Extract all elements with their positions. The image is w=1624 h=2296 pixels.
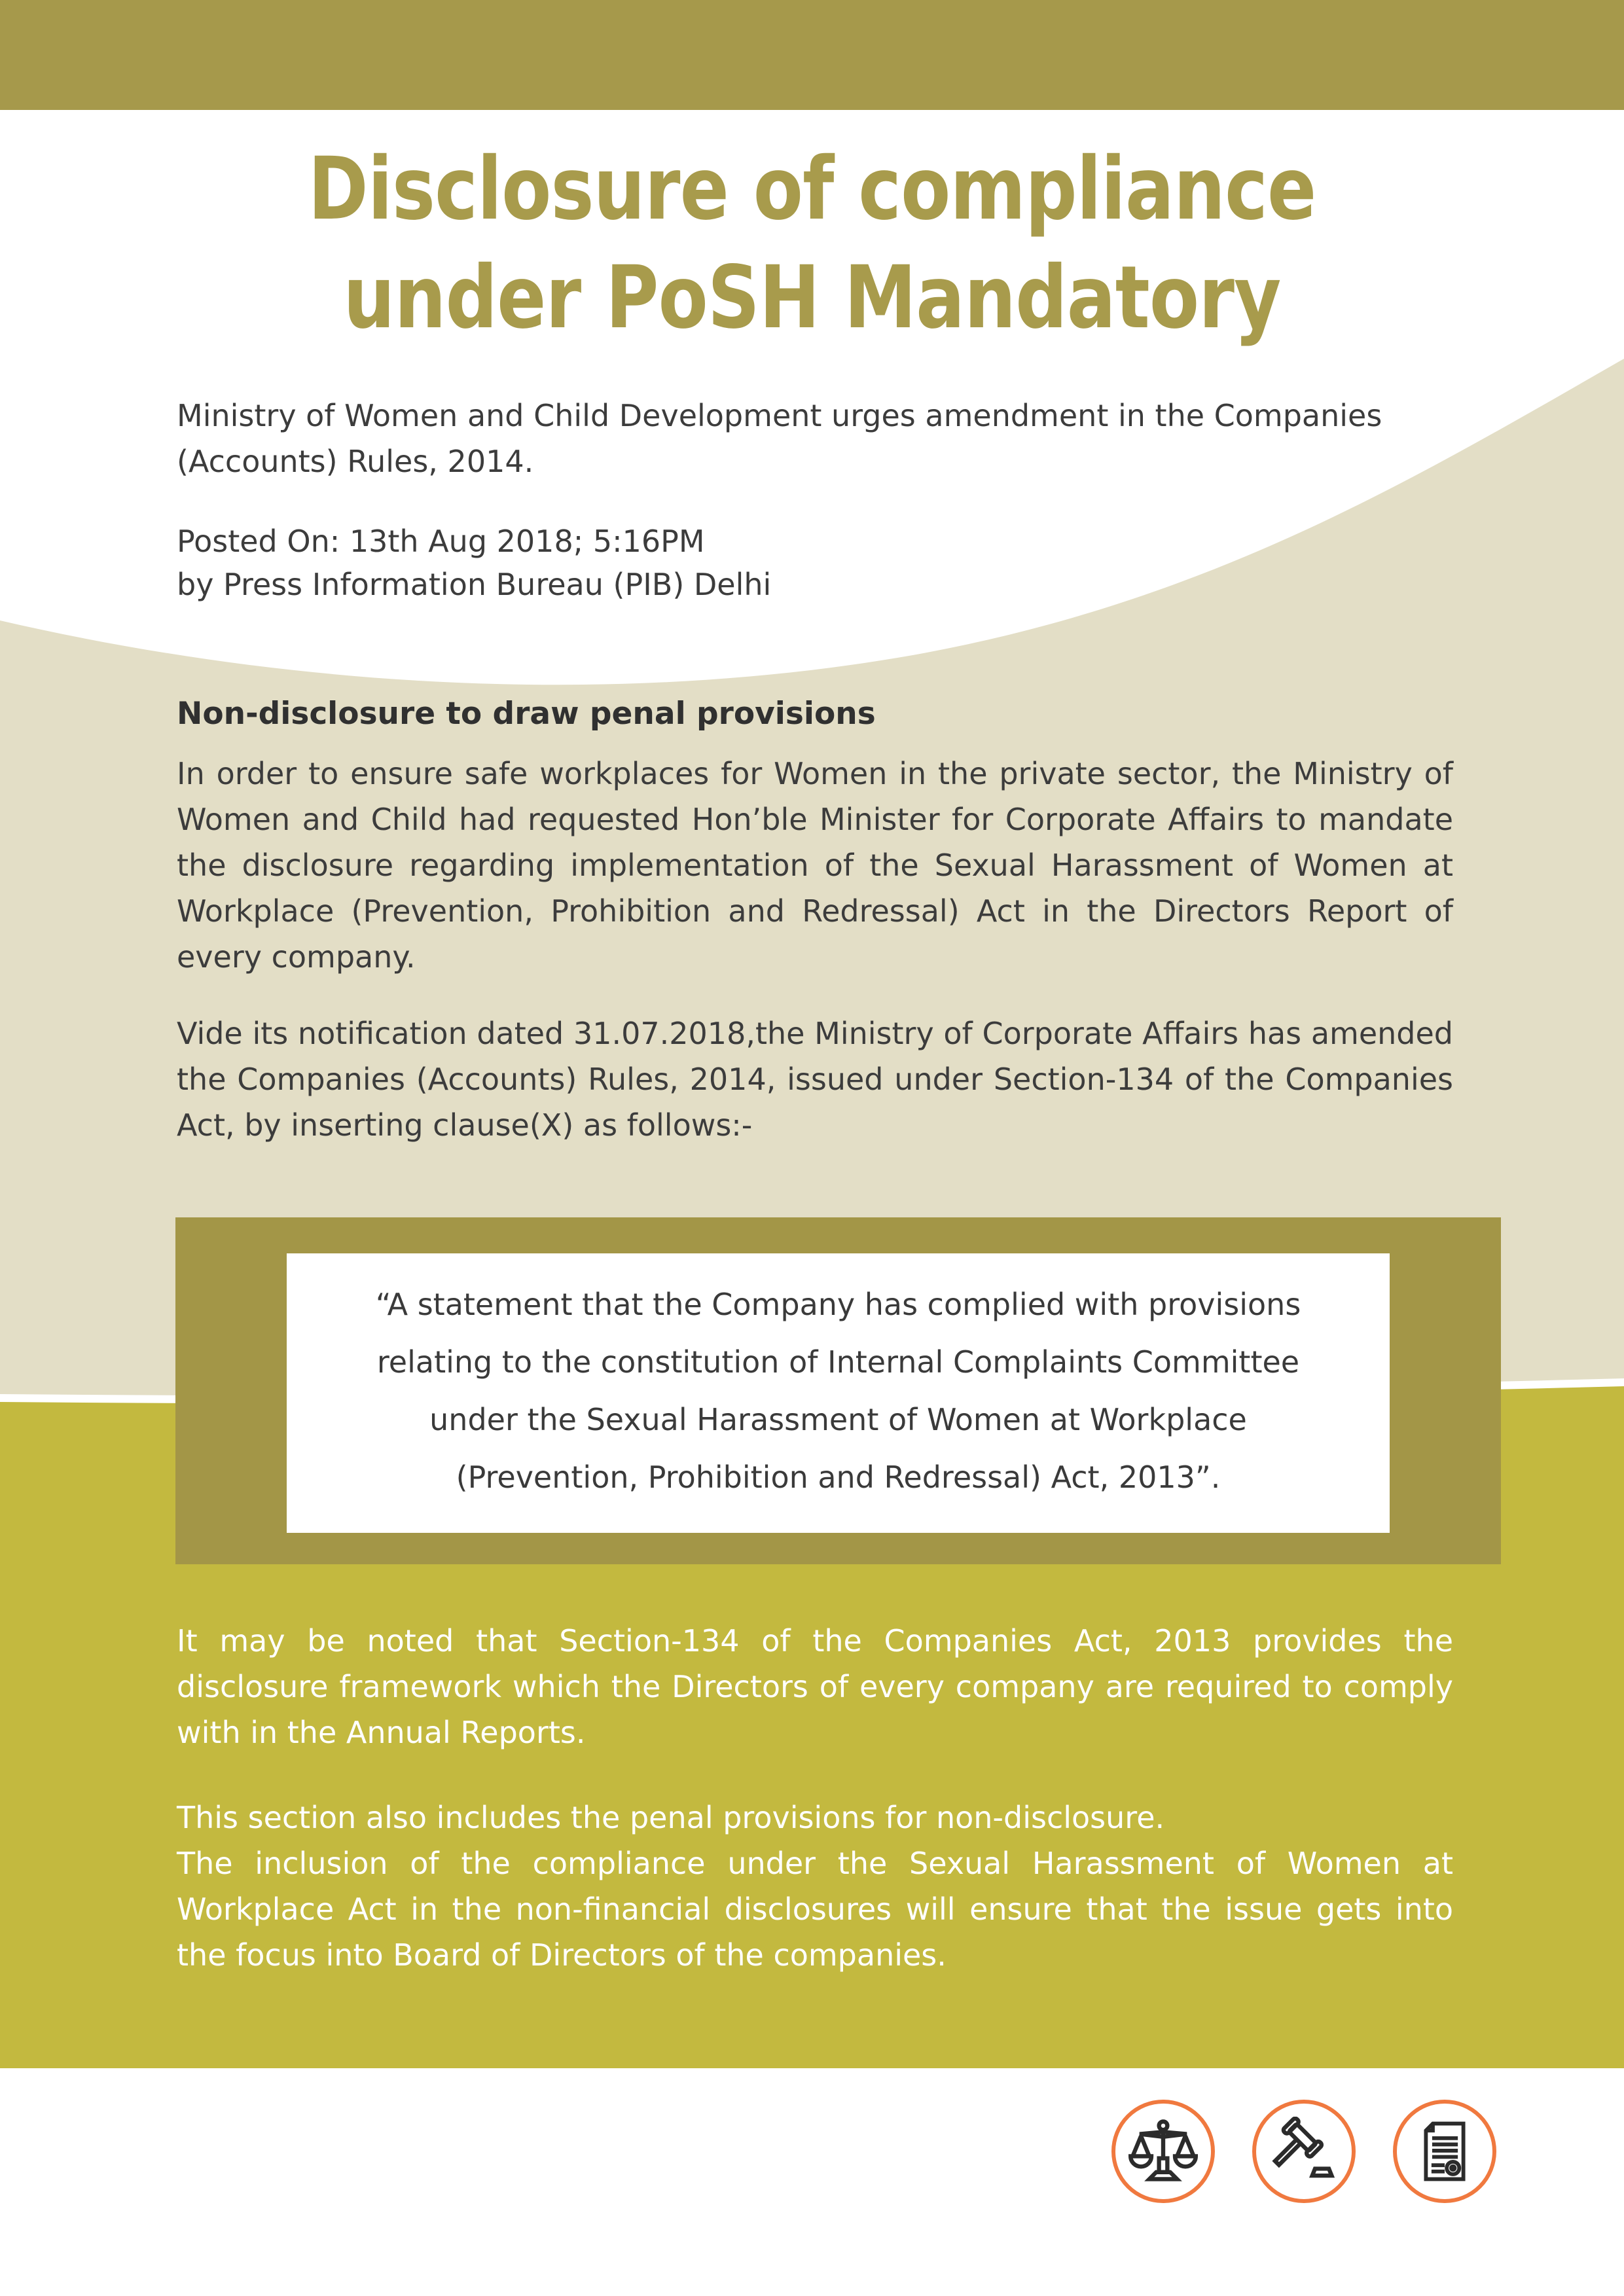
quote-line-4: (Prevention, Prohibition and Redressal) Act, 2013”. bbox=[456, 1460, 1221, 1495]
paragraph-safe-workplaces: In order to ensure safe workplaces for Women in the private sector, the Ministry of Women and Child had requested Hon’ble Minister for Corporate Affairs to mandate the disclosure regarding implementation of the Sexual Harassment of Women at Workplace (Prevention, Prohibition and Redressal) Act in the Directors Report of every company. bbox=[177, 756, 1453, 975]
quote-line-2: relating to the constitution of Internal Complaints Committee bbox=[376, 1344, 1300, 1380]
gavel-icon-circle bbox=[1252, 2100, 1356, 2203]
posted-info bbox=[177, 520, 1453, 606]
posted-by-line: by Press Information Bureau (PIB) Delhi bbox=[177, 567, 772, 602]
scales-icon-circle bbox=[1111, 2100, 1215, 2203]
paragraph-section-134: It may be noted that Section-134 of the Companies Act, 2013 provides the disclosure framework which the Directors of every company are required to comply with in the Annual Reports. bbox=[177, 1623, 1453, 1750]
intro-text: Ministry of Women and Child Development urges amendment in the Companies (Accounts) Rules, 2014. bbox=[177, 398, 1382, 479]
paragraph-penal-provisions bbox=[177, 1795, 1453, 1978]
document-icon-circle bbox=[1393, 2100, 1496, 2203]
posted-on-line: Posted On: 13th Aug 2018; 5:16PM bbox=[177, 524, 705, 559]
gavel-icon bbox=[1269, 2117, 1339, 2186]
paragraph-notification: Vide its notification dated 31.07.2018,the Ministry of Corporate Affairs has amended the Companies (Accounts) Rules, 2014, issued under Section-134 of the Companies Act, by inserting clause(X) as follows:- bbox=[177, 1016, 1453, 1143]
quote-line-3: under the Sexual Harassment of Women at Workplace bbox=[429, 1402, 1247, 1437]
quote-card bbox=[287, 1253, 1390, 1533]
title-line-1: Disclosure of compliance bbox=[308, 139, 1316, 240]
legal-document-icon bbox=[1410, 2117, 1479, 2186]
quote-line-1: “A statement that the Company has complied with provisions bbox=[375, 1287, 1301, 1322]
penal-provisions-line: This section also includes the penal provisions for non-disclosure. bbox=[177, 1800, 1165, 1835]
paragraph-inclusion: The inclusion of the compliance under the Sexual Harassment of Women at Workplace Act in the non-financial disclosures will ensure that the issue gets into the focus into Board of Directors of the companies. bbox=[177, 1846, 1453, 1973]
scales-of-justice-icon bbox=[1128, 2117, 1198, 2186]
quote-panel bbox=[175, 1217, 1501, 1564]
legal-icons-row bbox=[1111, 2100, 1557, 2203]
page-title bbox=[0, 135, 1624, 352]
section-heading: Non-disclosure to draw penal provisions bbox=[177, 696, 876, 732]
title-line-2: under PoSH Mandatory bbox=[343, 247, 1281, 348]
top-banner bbox=[0, 0, 1624, 110]
